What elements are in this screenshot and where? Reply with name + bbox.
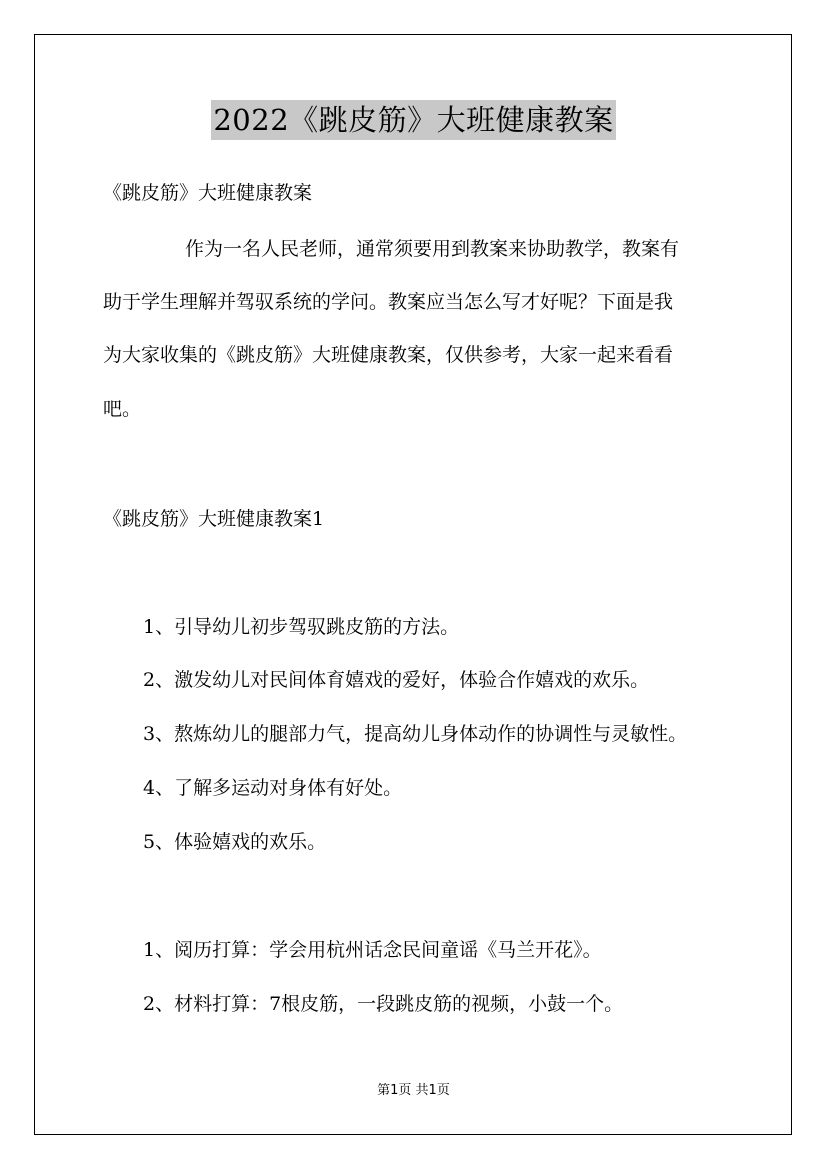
page-footer: 第1页 共1页: [377, 1083, 450, 1098]
goal-item-4: 4、了解多运动对身体有好处。: [143, 777, 403, 799]
preparation-item-1: 1、阅历打算：学会用杭州话念民间童谣《马兰开花》。: [143, 939, 602, 961]
goal-item-1: 1、引导幼儿初步驾驭跳皮筋的方法。: [143, 616, 460, 638]
section-heading: 《跳皮筋》大班健康教案1: [103, 508, 325, 530]
preparation-item-2: 2、材料打算：7根皮筋，一段跳皮筋的视频，小鼓一个。: [143, 993, 624, 1015]
goal-item-3: 3、熬炼幼儿的腿部力气，提高幼儿身体动作的协调性与灵敏性。: [143, 723, 688, 745]
goal-item-5: 5、体验嬉戏的欢乐。: [143, 831, 327, 853]
goal-item-2: 2、激发幼儿对民间体育嬉戏的爱好，体验合作嬉戏的欢乐。: [143, 669, 650, 691]
intro-line-4: 吧。: [103, 398, 142, 420]
intro-line-3: 为大家收集的《跳皮筋》大班健康教案，仅供参考，大家一起来看看: [103, 344, 674, 366]
intro-line-1: 作为一名人民老师，通常须要用到教案来协助教学，教案有: [185, 238, 680, 260]
document-subtitle: 《跳皮筋》大班健康教案: [103, 182, 313, 204]
title-container: [0, 100, 827, 140]
intro-line-2: 助于学生理解并驾驭系统的学问。教案应当怎么写才好呢？下面是我: [103, 291, 674, 313]
document-title: 2022《跳皮筋》大班健康教案: [211, 100, 615, 140]
